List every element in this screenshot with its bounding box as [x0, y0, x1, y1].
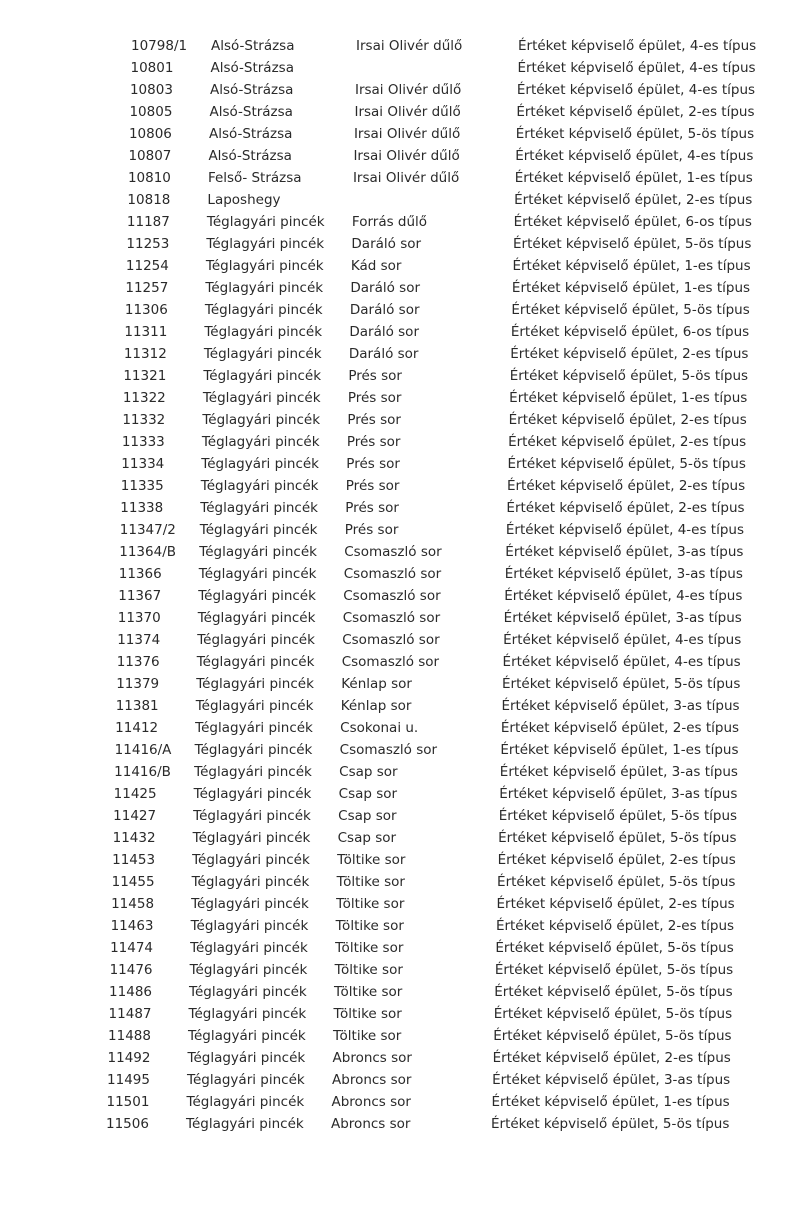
- parcel-number: 11367: [118, 588, 162, 604]
- building-description: Értéket képviselő épület, 3-as típus: [499, 786, 738, 802]
- street-name: Töltike sor: [337, 852, 406, 868]
- building-description: Értéket képviselő épület, 5-ös típus: [495, 940, 734, 956]
- street-name: Prés sor: [346, 456, 400, 472]
- building-description: Értéket képviselő épület, 2-es típus: [508, 412, 747, 428]
- building-description: Értéket képviselő épület, 2-es típus: [495, 918, 735, 934]
- parcel-number: 11487: [108, 1006, 152, 1022]
- area-name: Téglagyári pincék: [203, 368, 322, 384]
- parcel-number: 11347/2: [119, 522, 176, 538]
- building-description: Értéket képviselő épület, 4-es típus: [503, 632, 742, 648]
- street-name: Csomaszló sor: [343, 588, 441, 604]
- street-name: Kénlap sor: [340, 698, 412, 714]
- building-description: Értéket képviselő épület, 2-es típus: [492, 1050, 731, 1066]
- building-description: Értéket képviselő épület, 2-es típus: [496, 896, 735, 912]
- area-name: Felső- Strázsa: [207, 170, 302, 186]
- building-description: Értéket képviselő épület, 1-es típus: [512, 258, 751, 274]
- area-name: Téglagyári pincék: [202, 390, 321, 406]
- area-name: Téglagyári pincék: [199, 544, 317, 560]
- building-description: Értéket képviselő épület, 3-as típus: [501, 698, 740, 714]
- street-name: Abroncs sor: [332, 1072, 412, 1088]
- street-name: Csokonai u.: [340, 720, 419, 736]
- area-name: Laposhegy: [207, 192, 281, 208]
- street-name: Csomaszló sor: [344, 544, 442, 560]
- building-description: Értéket képviselő épület, 4-es típus: [517, 60, 756, 76]
- area-name: Téglagyári pincék: [196, 654, 315, 670]
- area-name: Téglagyári pincék: [199, 522, 318, 538]
- parcel-number: 10807: [128, 148, 172, 164]
- area-name: Téglagyári pincék: [204, 302, 323, 318]
- area-name: Téglagyári pincék: [204, 324, 323, 340]
- building-description: Értéket képviselő épület, 5-ös típus: [498, 808, 738, 824]
- area-name: Téglagyári pincék: [194, 742, 313, 758]
- building-description: Értéket képviselő épület, 2-es típus: [514, 192, 753, 208]
- street-name: Prés sor: [347, 390, 402, 406]
- parcel-number: 11488: [108, 1028, 151, 1044]
- building-description: Értéket képviselő épület, 3-as típus: [503, 610, 742, 626]
- building-description: Értéket képviselő épület, 1-es típus: [491, 1094, 730, 1110]
- street-name: Csap sor: [339, 764, 398, 780]
- parcel-number: 10801: [130, 60, 174, 76]
- building-description: Értéket képviselő épület, 4-es típus: [516, 82, 756, 98]
- parcel-number: 11506: [106, 1116, 149, 1132]
- parcel-number: 10818: [127, 192, 171, 208]
- parcel-number: 11412: [115, 720, 159, 736]
- street-name: Csomaszló sor: [339, 742, 438, 758]
- parcel-number: 11332: [122, 412, 166, 428]
- area-name: Alsó-Strázsa: [208, 148, 292, 164]
- street-name: Töltike sor: [336, 874, 405, 890]
- area-name: Alsó-Strázsa: [211, 38, 295, 54]
- area-name: Téglagyári pincék: [186, 1094, 305, 1110]
- street-name: Csomaszló sor: [342, 632, 440, 648]
- building-description: Értéket képviselő épület, 5-ös típus: [502, 676, 741, 692]
- area-name: Téglagyári pincék: [206, 214, 325, 230]
- area-name: Téglagyári pincék: [196, 676, 314, 692]
- street-name: Irsai Olivér dűlő: [354, 82, 462, 98]
- building-description: Értéket képviselő épület, 1-es típus: [500, 742, 739, 758]
- parcel-number: 11376: [116, 654, 160, 670]
- area-name: Téglagyári pincék: [190, 940, 308, 956]
- building-description: Értéket képviselő épület, 3-as típus: [499, 764, 738, 780]
- parcel-number: 11486: [109, 984, 152, 1000]
- street-name: Daráló sor: [351, 236, 422, 252]
- street-name: Csap sor: [338, 786, 398, 802]
- parcel-number: 11495: [107, 1072, 150, 1088]
- building-description: Értéket képviselő épület, 3-as típus: [504, 566, 743, 582]
- street-name: Csomaszló sor: [342, 610, 441, 626]
- building-description: Értéket képviselő épület, 1-es típus: [514, 170, 753, 186]
- building-description: Értéket képviselő épület, 5-ös típus: [507, 456, 746, 472]
- parcel-number: 11187: [126, 214, 170, 230]
- area-name: Téglagyári pincék: [192, 852, 310, 868]
- building-description: Értéket képviselő épület, 4-es típus: [505, 522, 745, 538]
- area-name: Alsó-Strázsa: [209, 82, 294, 98]
- parcel-number: 11416/A: [114, 742, 172, 758]
- parcel-number: 11312: [123, 346, 167, 362]
- area-name: Téglagyári pincék: [197, 632, 315, 648]
- area-name: Téglagyári pincék: [203, 346, 322, 362]
- street-name: Prés sor: [345, 478, 400, 494]
- building-description: Értéket képviselő épület, 2-es típus: [500, 720, 740, 736]
- street-name: Prés sor: [344, 522, 399, 538]
- parcel-number: 11374: [117, 632, 161, 648]
- parcel-number: 11322: [122, 390, 166, 406]
- street-name: Töltike sor: [334, 984, 403, 1000]
- parcel-number: 11379: [116, 676, 160, 692]
- area-name: Téglagyári pincék: [193, 786, 312, 802]
- parcel-number: 11474: [110, 940, 154, 956]
- street-name: Töltike sor: [335, 918, 404, 934]
- building-description: Értéket képviselő épület, 2-es típus: [506, 500, 745, 516]
- area-name: Téglagyári pincék: [190, 918, 309, 934]
- parcel-number: 11501: [106, 1094, 150, 1110]
- parcel-number: 11455: [111, 874, 155, 890]
- street-name: Irsai Olivér dűlő: [356, 38, 463, 54]
- street-name: Prés sor: [346, 434, 401, 450]
- area-name: Téglagyári pincék: [200, 500, 318, 516]
- area-name: Téglagyári pincék: [198, 588, 316, 604]
- parcel-number: 10803: [129, 82, 173, 98]
- area-name: Téglagyári pincék: [200, 478, 319, 494]
- street-name: Töltike sor: [333, 1028, 402, 1044]
- street-name: Csap sor: [338, 808, 397, 824]
- building-description: Értéket képviselő épület, 2-es típus: [510, 346, 749, 362]
- parcel-number: 11476: [109, 962, 153, 978]
- street-name: Irsai Olivér dűlő: [354, 104, 461, 120]
- street-name: Irsai Olivér dűlő: [353, 148, 460, 164]
- parcel-number: 11381: [115, 698, 159, 714]
- building-description: Értéket képviselő épület, 1-es típus: [511, 280, 751, 296]
- area-name: Téglagyári pincék: [186, 1116, 304, 1132]
- building-description: Értéket képviselő épület, 4-es típus: [504, 588, 743, 604]
- street-name: Kénlap sor: [341, 676, 412, 692]
- parcel-number: 11370: [117, 610, 161, 626]
- parcel-number: 11257: [125, 280, 169, 296]
- parcel-number: 11432: [112, 830, 156, 846]
- parcel-number: 10806: [128, 126, 172, 142]
- street-name: Daráló sor: [349, 302, 420, 318]
- building-description: Értéket képviselő épület, 2-es típus: [506, 478, 746, 494]
- street-name: Töltike sor: [333, 1006, 402, 1022]
- building-description: Értéket képviselő épület, 4-es típus: [515, 148, 754, 164]
- building-description: Értéket képviselő épület, 1-es típus: [509, 390, 748, 406]
- street-name: Töltike sor: [335, 940, 404, 956]
- parcel-number: 11463: [110, 918, 154, 934]
- parcel-number: 11427: [113, 808, 157, 824]
- area-name: Téglagyári pincék: [191, 874, 310, 890]
- parcel-number: 11335: [120, 478, 164, 494]
- area-name: Téglagyári pincék: [198, 566, 317, 582]
- parcel-number: 10810: [127, 170, 171, 186]
- street-name: Abroncs sor: [331, 1094, 411, 1110]
- parcel-number: 11492: [107, 1050, 151, 1066]
- street-name: Daráló sor: [350, 280, 421, 296]
- street-name: Abroncs sor: [332, 1050, 412, 1066]
- street-name: Töltike sor: [334, 962, 403, 978]
- building-description: Értéket képviselő épület, 5-ös típus: [509, 368, 749, 384]
- building-description: Értéket képviselő épület, 2-es típus: [508, 434, 747, 450]
- area-name: Téglagyári pincék: [205, 280, 324, 296]
- building-description: Értéket képviselő épület, 5-ös típus: [491, 1116, 730, 1132]
- street-name: Prés sor: [348, 368, 402, 384]
- building-description: Értéket képviselő épület, 3-as típus: [505, 544, 744, 560]
- parcel-number: 11253: [126, 236, 170, 252]
- area-name: Téglagyári pincék: [193, 808, 311, 824]
- parcel-number: 11453: [112, 852, 156, 868]
- building-description: Értéket képviselő épület, 2-es típus: [516, 104, 755, 120]
- parcel-number: 11458: [111, 896, 155, 912]
- area-name: Téglagyári pincék: [202, 412, 321, 428]
- street-name: Irsai Olivér dűlő: [353, 126, 461, 142]
- building-description: Értéket képviselő épület, 5-ös típus: [493, 1006, 733, 1022]
- building-description: Értéket képviselő épület, 5-ös típus: [513, 236, 752, 252]
- area-name: Téglagyári pincék: [197, 610, 316, 626]
- building-description: Értéket képviselő épület, 5-ös típus: [493, 1028, 732, 1044]
- street-name: Prés sor: [347, 412, 401, 428]
- building-description: Értéket képviselő épület, 5-ös típus: [515, 126, 755, 142]
- building-description: Értéket képviselő épület, 4-es típus: [518, 38, 757, 54]
- parcel-number: 11416/B: [114, 764, 171, 780]
- street-name: Prés sor: [345, 500, 399, 516]
- parcel-number: 10798/1: [131, 38, 188, 54]
- area-name: Téglagyári pincék: [201, 434, 320, 450]
- area-name: Téglagyári pincék: [206, 236, 325, 252]
- parcel-number: 11338: [120, 500, 164, 516]
- parcel-number: 11254: [125, 258, 169, 274]
- street-name: Csap sor: [337, 830, 397, 846]
- area-name: Téglagyári pincék: [188, 1028, 306, 1044]
- area-name: Téglagyári pincék: [195, 698, 314, 714]
- parcel-number: 11425: [113, 786, 157, 802]
- building-description: Értéket képviselő épület, 6-os típus: [510, 324, 750, 340]
- building-description: Értéket képviselő épület, 5-ös típus: [494, 984, 733, 1000]
- building-description: Értéket képviselő épület, 5-ös típus: [494, 962, 734, 978]
- street-name: Forrás dűlő: [351, 214, 428, 230]
- parcel-number: 11364/B: [119, 544, 177, 560]
- street-name: Daráló sor: [348, 346, 419, 362]
- building-description: Értéket képviselő épület, 3-as típus: [492, 1072, 731, 1088]
- street-name: Daráló sor: [349, 324, 419, 340]
- building-description: Értéket képviselő épület, 6-os típus: [513, 214, 752, 230]
- building-description: Értéket képviselő épület, 5-ös típus: [511, 302, 750, 318]
- area-name: Téglagyári pincék: [188, 1006, 307, 1022]
- area-name: Téglagyári pincék: [192, 830, 311, 846]
- area-name: Téglagyári pincék: [191, 896, 309, 912]
- street-name: Abroncs sor: [331, 1116, 411, 1132]
- area-name: Alsó-Strázsa: [209, 104, 293, 120]
- street-name: Töltike sor: [336, 896, 405, 912]
- parcel-number: 10805: [129, 104, 173, 120]
- area-name: Téglagyári pincék: [189, 962, 308, 978]
- parcel-number: 11311: [124, 324, 168, 340]
- area-name: Téglagyári pincék: [205, 258, 324, 274]
- building-description: Értéket képviselő épület, 5-ös típus: [497, 874, 736, 890]
- parcel-number: 11321: [123, 368, 167, 384]
- parcel-number: 11334: [121, 456, 165, 472]
- parcel-number: 11333: [121, 434, 165, 450]
- area-name: Alsó-Strázsa: [208, 126, 293, 142]
- area-name: Téglagyári pincék: [195, 720, 313, 736]
- area-name: Téglagyári pincék: [194, 764, 312, 780]
- building-description: Értéket képviselő épület, 4-es típus: [502, 654, 741, 670]
- area-name: Alsó-Strázsa: [210, 60, 294, 76]
- street-name: Kád sor: [350, 258, 402, 274]
- building-description: Értéket képviselő épület, 2-es típus: [497, 852, 736, 868]
- area-name: Téglagyári pincék: [189, 984, 307, 1000]
- street-name: Csomaszló sor: [341, 654, 440, 670]
- area-name: Téglagyári pincék: [187, 1072, 305, 1088]
- area-name: Téglagyári pincék: [187, 1050, 306, 1066]
- street-name: Csomaszló sor: [343, 566, 442, 582]
- parcel-number: 11306: [124, 302, 168, 318]
- area-name: Téglagyári pincék: [201, 456, 319, 472]
- parcel-number: 11366: [118, 566, 162, 582]
- building-description: Értéket képviselő épület, 5-ös típus: [498, 830, 737, 846]
- street-name: Irsai Olivér dűlő: [352, 170, 460, 186]
